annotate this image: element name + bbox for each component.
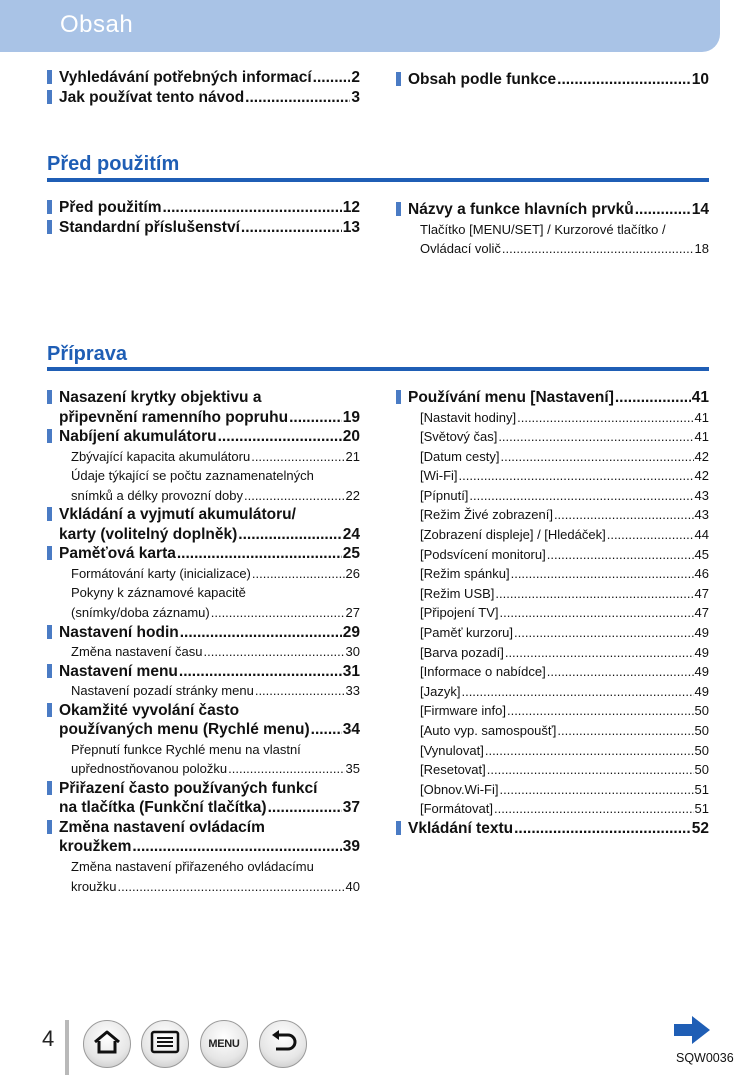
toc-entry-pouzivani-menu-nastaveni[interactable]: Používání menu [Nastavení] ..... 41 (396, 388, 709, 408)
page-title: Obsah (60, 11, 134, 38)
toc-entry-obsah-podle-funkce[interactable]: Obsah podle funkce ..... 10 (396, 70, 709, 90)
home-icon (92, 1029, 122, 1060)
toc-entry-vkladani-textu[interactable]: Vkládání textu ..... 52 (396, 819, 709, 839)
home-button[interactable] (83, 1020, 131, 1068)
toc-subentry-setting[interactable]: [Režim spánku] ..... 46 (396, 564, 709, 584)
toc-subentry-setting[interactable]: [Režim USB] ..... 47 (396, 584, 709, 604)
toc-entry-jak-pouzivat[interactable]: Jak používat tento návod ..... 3 (47, 88, 360, 108)
toc-subentry-setting[interactable]: [Auto vyp. samospoušť] ..... 50 (396, 721, 709, 741)
toc-subentry-setting[interactable]: [Barva pozadí] ..... 49 (396, 643, 709, 663)
toc-subentry-setting[interactable]: [Obnov.Wi-Fi] ..... 51 (396, 780, 709, 800)
toc-subentry-zmena-casu[interactable]: Změna nastavení času ..... 30 (47, 642, 360, 662)
top-right-column (396, 70, 709, 90)
toc-entry-nasazeni-krytky[interactable]: Nasazení krytky objektivu a připevnění ramenního popruhu ..... 19 (47, 388, 360, 427)
priprava-left-column (47, 388, 360, 896)
toc-subentry-tlacitko-ovladaci-volic[interactable]: Tlačítko [MENU/SET] / Kurzorové tlačítko / Ovládací volič ..... 18 (396, 220, 709, 259)
toc-subentry-pokyny-kapacite[interactable]: Pokyny k záznamové kapacitě (snímky/doba záznamu) ..... 27 (47, 583, 360, 622)
toc-subentry-setting[interactable]: [Wi-Fi] ..... 42 (396, 466, 709, 486)
toc-subentry-setting[interactable]: [Firmware info] ..... 50 (396, 701, 709, 721)
toc-entry-nabijeni-akumulatoru[interactable]: Nabíjení akumulátoru ..... 20 (47, 427, 360, 447)
list-icon (150, 1030, 180, 1059)
toc-subentry-setting[interactable]: [Připojení TV] ..... 47 (396, 603, 709, 623)
toc-subentry-setting[interactable]: [Zobrazení displeje] / [Hledáček] ..... 44 (396, 525, 709, 545)
next-page-button[interactable] (672, 1014, 712, 1051)
toc-entry-funkcni-tlacitka[interactable]: Přiřazení často používaných funkcí na tlačítka (Funkční tlačítka) ..... 37 (47, 779, 360, 818)
footer-divider (65, 1020, 69, 1075)
toc-subentry-setting[interactable]: [Pípnutí] ..... 43 (396, 486, 709, 506)
toc-subentry-setting[interactable]: [Vynulovat] ..... 50 (396, 741, 709, 761)
toc-subentry-udaje-pocet-snimku[interactable]: Údaje týkající se počtu zaznamenatelných snímků a délky provozní doby ..... 22 (47, 466, 360, 505)
menu-button[interactable] (200, 1020, 248, 1068)
toc-subentry-setting[interactable]: [Světový čas] ..... 41 (396, 427, 709, 447)
toc-subentry-setting[interactable]: [Nastavit hodiny] ..... 41 (396, 408, 709, 428)
toc-subentry-setting[interactable]: [Režim Živé zobrazení] ..... 43 (396, 505, 709, 525)
toc-subentry-setting[interactable]: [Resetovat] ..... 50 (396, 760, 709, 780)
toc-entry-pametova-karta[interactable]: Paměťová karta ..... 25 (47, 544, 360, 564)
toc-entry-nastaveni-menu[interactable]: Nastavení menu ..... 31 (47, 662, 360, 682)
toc-subentry-setting[interactable]: [Podsvícení monitoru] ..... 45 (396, 545, 709, 565)
toc-entry-vkladani-akumulatoru[interactable]: Vkládání a vyjmutí akumulátoru/ karty (volitelný doplněk) ..... 24 (47, 505, 360, 544)
toc-entry-pred-pouzitim[interactable]: Před použitím ..... 12 (47, 198, 360, 218)
toc-entry-nastaveni-hodin[interactable]: Nastavení hodin ..... 29 (47, 623, 360, 643)
toc-entry-vyhledavani[interactable]: Vyhledávání potřebných informací ..... 2 (47, 68, 360, 88)
toc-subentry-setting[interactable]: [Jazyk] ..... 49 (396, 682, 709, 702)
contents-button[interactable] (141, 1020, 189, 1068)
section-divider (47, 178, 709, 182)
back-icon (268, 1029, 298, 1060)
toc-subentry-setting[interactable]: [Informace o nabídce] ..... 49 (396, 662, 709, 682)
back-button[interactable] (259, 1020, 307, 1068)
toc-subentry-setting[interactable]: [Datum cesty] ..... 42 (396, 447, 709, 467)
settings-items-list (396, 408, 709, 819)
toc-subentry-setting[interactable]: [Paměť kurzoru] ..... 49 (396, 623, 709, 643)
toc-subentry-formatovani-karty[interactable]: Formátování karty (inicializace) ..... 26 (47, 564, 360, 584)
section-title-priprava: Příprava (47, 343, 128, 365)
page-number: 4 (42, 1026, 55, 1051)
toc-subentry-prirazeni-krouzku[interactable]: Změna nastavení přiřazeného ovládacímu kroužku ..... 40 (47, 857, 360, 896)
next-arrow-icon (672, 1033, 712, 1050)
toc-entry-rychle-menu[interactable]: Okamžité vyvolání často používaných menu (Rychlé menu) ..... 34 (47, 701, 360, 740)
section-title-pred-pouzitim: Před použitím (47, 153, 180, 175)
pred-left-column (47, 198, 360, 237)
toc-subentry-setting[interactable]: [Formátovat] ..... 51 (396, 799, 709, 819)
section-divider (47, 367, 709, 371)
document-id: SQW0036 (676, 1051, 734, 1065)
priprava-right-column (396, 388, 709, 838)
toc-subentry-pozadi-menu[interactable]: Nastavení pozadí stránky menu ..... 33 (47, 681, 360, 701)
toc-entry-nazvy-a-funkce[interactable]: Názvy a funkce hlavních prvků ..... 14 (396, 200, 709, 220)
toc-subentry-zbyvajici-kapacita[interactable]: Zbývající kapacita akumulátoru ..... 21 (47, 447, 360, 467)
top-left-column (47, 68, 360, 107)
toc-entry-ovladaci-krouzek[interactable]: Změna nastavení ovládacím kroužkem ..... 39 (47, 818, 360, 857)
toc-subentry-prepnuti-rychle-menu[interactable]: Přepnutí funkce Rychlé menu na vlastní upřednostňovanou položku ..... 35 (47, 740, 360, 779)
menu-icon: MENU (208, 1038, 240, 1050)
header-bar (0, 0, 720, 52)
pred-right-column (396, 200, 709, 259)
toc-entry-standardni-prislusenstvi[interactable]: Standardní příslušenství ..... 13 (47, 218, 360, 238)
